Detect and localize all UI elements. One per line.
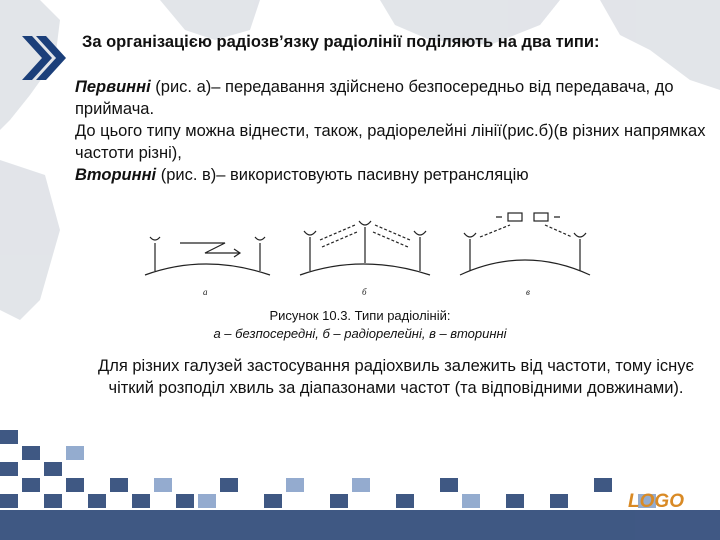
ground-curve-b — [300, 264, 430, 275]
slide-body — [75, 76, 715, 186]
ground-curve-c — [460, 260, 590, 275]
double-chevron-icon — [20, 32, 66, 84]
reflected-beam-right — [545, 225, 572, 237]
paragraph-primary — [75, 76, 715, 120]
reflected-beam-left — [480, 225, 510, 237]
paragraph-secondary — [75, 164, 715, 186]
passive-reflector-right — [534, 213, 548, 221]
figure-label-c: в — [526, 287, 530, 297]
figure-label-a: а — [203, 287, 208, 297]
wave-arrow-a — [180, 243, 240, 253]
caption-legend: а – безпосередні, б – радіорелейні, в – вторинні — [213, 326, 507, 341]
ground-curve-a — [145, 264, 270, 275]
radio-links-figure — [140, 205, 600, 300]
passive-reflector-left — [508, 213, 522, 221]
slide-heading: За організацією радіозв’язку радіолінії поділяють на два типи: — [82, 33, 600, 51]
logo: LOGO — [628, 491, 684, 512]
figure-caption — [120, 307, 600, 343]
secondary-description: (рис. в)– використовують пасивну ретрансляцію — [156, 166, 529, 184]
bottom-paragraph: Для різних галузей застосування радіохвиль залежить від частоти, тому існує чіткий розподіл хвиль за діапазонами частот (та відповідними довжинами). — [98, 357, 694, 397]
term-primary: Первинні — [75, 78, 151, 96]
paragraph-relay: До цього типу можна віднести, також, радіорелейні лінії(рис.б)(в різних напрямках частоти різні), — [75, 122, 706, 162]
caption-title: Рисунок 10.3. Типи радіоліній: — [269, 308, 451, 323]
primary-description: (рис. а)– передавання здійснено безпосередньо від передавача, до приймача. — [75, 78, 674, 118]
relay-beam-right — [373, 225, 410, 247]
figure-label-b: б — [362, 287, 367, 297]
relay-beam-left — [320, 225, 357, 247]
term-secondary: Вторинні — [75, 166, 157, 184]
